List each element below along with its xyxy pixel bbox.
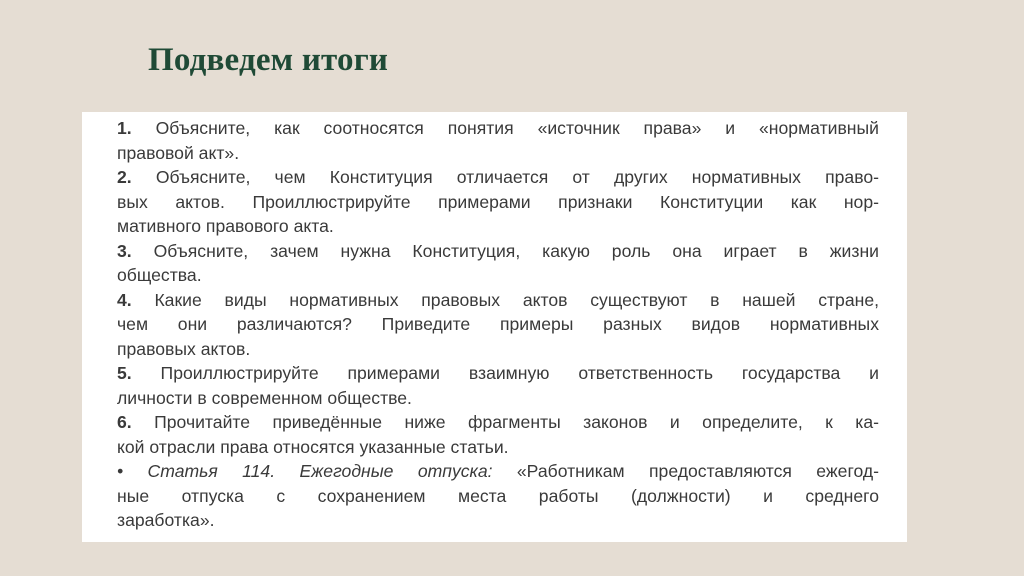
question-text: Объясните, чем Конституция отличается от других нормативных право- (155, 167, 879, 187)
question-2-line-3: мативного правового акта. (117, 216, 334, 236)
question-text: Проиллюстрируйте примерами взаимную ответственность государства и (160, 363, 880, 383)
question-3-line-1 (117, 239, 879, 264)
question-3-line-2: общества. (117, 265, 202, 285)
question-number: 5. (117, 363, 132, 383)
question-text: Прочитайте приведённые ниже фрагменты законов и определите, к ка- (154, 412, 880, 432)
question-number: 2. (117, 167, 132, 187)
article-line-3: заработка». (117, 510, 215, 530)
article-line-1 (117, 459, 879, 484)
question-number: 1. (117, 118, 132, 138)
question-5-line-2: личности в современном обществе. (117, 387, 412, 408)
question-number: 3. (117, 240, 132, 261)
question-number: 4. (117, 289, 132, 310)
question-6-line-1 (117, 410, 879, 435)
question-4-line-2: чем они различаются? Приведите примеры разных видов нормативных (117, 314, 879, 334)
question-1-line-1 (117, 116, 879, 141)
question-text: Объясните, зачем нужна Конституция, какую роль она играет в жизни (153, 240, 879, 261)
question-5-line-1 (117, 361, 879, 386)
slide-title: Подведем итоги (148, 42, 389, 78)
question-number: 6. (117, 412, 132, 432)
article-text: «Работникам предоставляются ежегод- (516, 461, 879, 481)
question-6-line-2: кой отрасли права относятся указанные статьи. (117, 436, 509, 457)
question-4-line-1 (117, 288, 879, 313)
article-line-2: ные отпуска с сохранением места работы (должности) и среднего (117, 485, 879, 506)
questions-list (117, 116, 879, 533)
article-label: Статья 114. Ежегодные отпуска: (147, 461, 493, 481)
question-2-line-1 (117, 165, 879, 190)
question-text: Объясните, как соотносятся понятия «источник права» и «нормативный (155, 118, 879, 138)
question-4-line-3: правовых актов. (117, 338, 251, 359)
question-2-line-2: вых актов. Проиллюстрируйте примерами признаки Конституции как нор- (117, 191, 879, 212)
question-1-line-2: правовой акт». (117, 142, 240, 163)
bullet-marker: • (117, 461, 124, 481)
question-text: Какие виды нормативных правовых актов существуют в нашей стране, (154, 289, 880, 310)
